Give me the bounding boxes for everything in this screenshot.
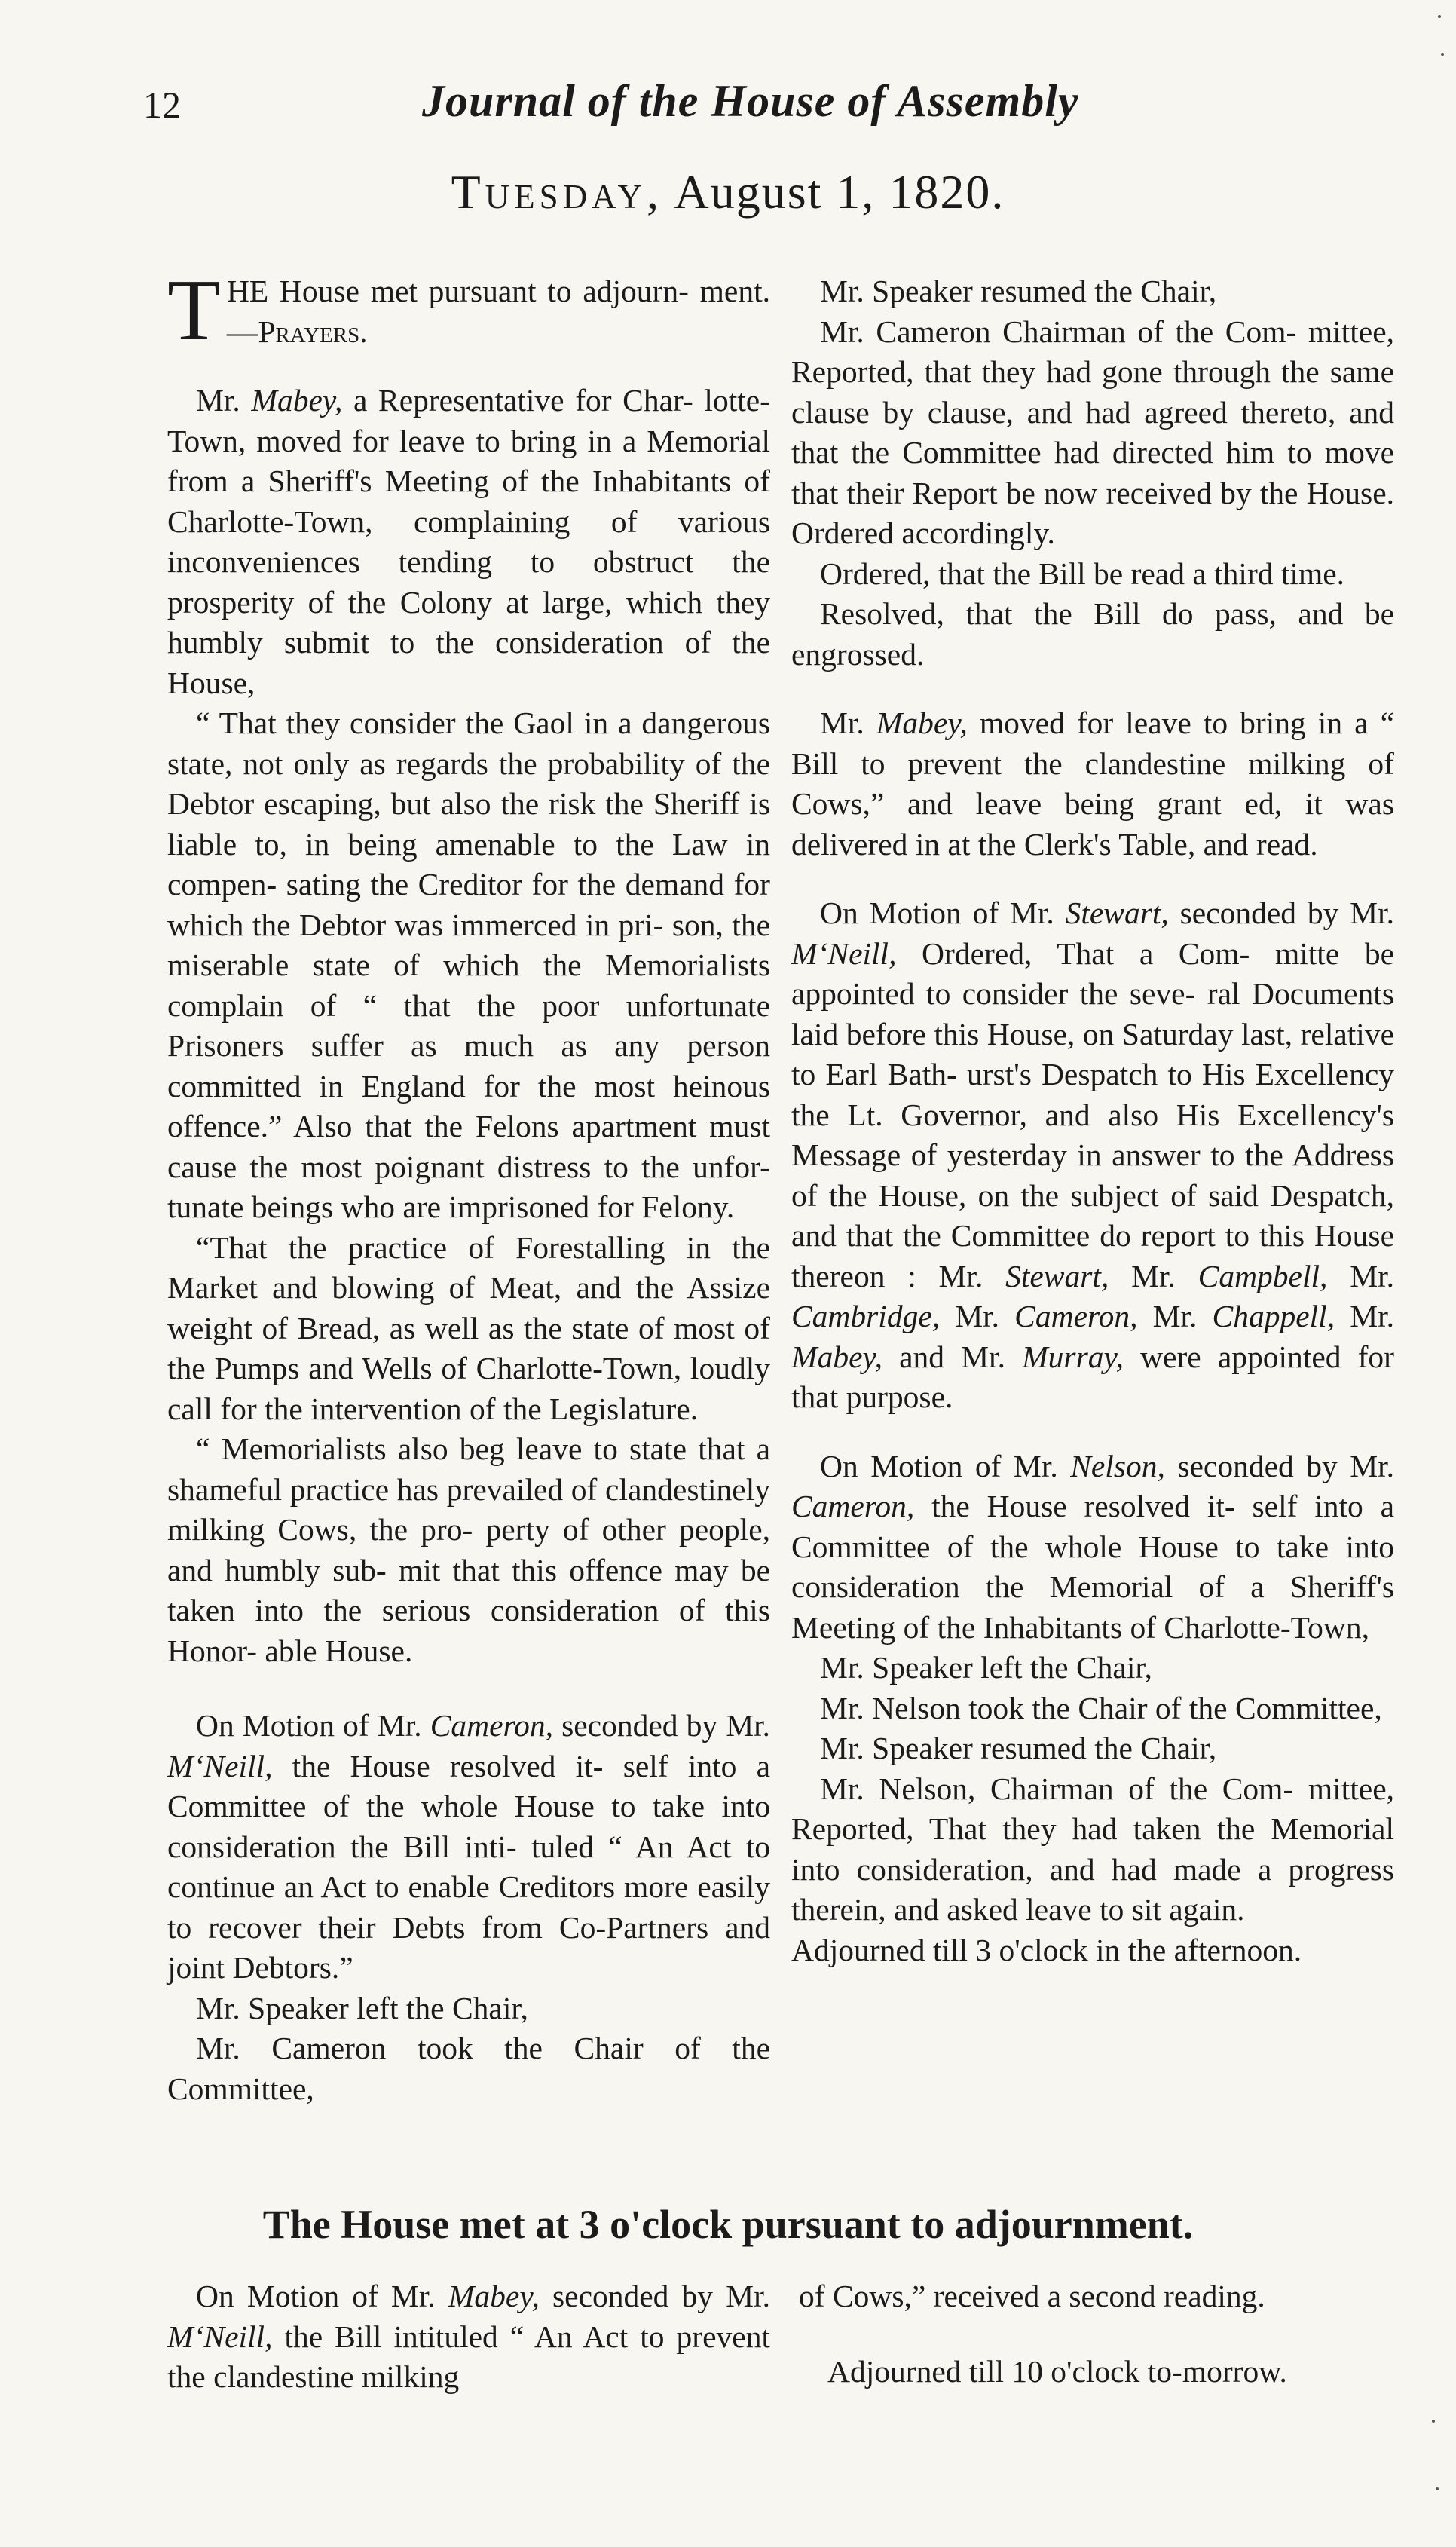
cameron-chair-line: Mr. Cameron took the Chair of the Committee, bbox=[167, 2031, 770, 2106]
left-column bbox=[167, 262, 770, 2109]
date-heading bbox=[0, 164, 1456, 220]
ink-speck bbox=[1432, 2420, 1435, 2423]
right-column bbox=[791, 271, 1394, 1970]
date-day: Tuesday, bbox=[451, 165, 664, 219]
cows-paragraph: “ Memorialists also beg leave to state that a shameful practice has prevailed of clandestinely milking Cows, the pro- perty of other people, and humbly sub- mit that this offence may be taken into the serious consideration of this Honor- able House. bbox=[167, 1431, 770, 1668]
gaol-paragraph: “ That they consider the Gaol in a dangerous state, not only as regards the probability of the Debtor escaping, but also the risk the Sheriff is liable to, in being amenable to the Law in compen- sating the Creditor for the demand for which the Debtor was immerced in pri- son, the miserable state of which the Memorialists complain of “ that the poor unfortunate Prisoners suffer as much as any person committed in England for the most heinous offence.” Also that the Felons apartment must cause the most poignant distress to the unfor- tunate beings who are imprisoned for Felony. bbox=[167, 706, 770, 1224]
speaker-resumed-line: Mr. Speaker resumed the Chair, bbox=[820, 274, 1217, 308]
ink-speck bbox=[1441, 53, 1444, 56]
speaker-left-line: Mr. Speaker left the Chair, bbox=[196, 1990, 528, 2025]
bottom-right-column bbox=[799, 2276, 1394, 2392]
afternoon-heading: The House met at 3 o'clock pursuant to adjournment. bbox=[262, 2202, 1194, 2247]
third-reading-line: Ordered, that the Bill be read a third time. bbox=[820, 556, 1345, 591]
running-head: Journal of the House of Assembly bbox=[422, 76, 1079, 126]
forestalling-paragraph: “That the practice of Forestalling in the Market and blowing of Meat, and the Assize weight of Bread, as well as the state of most of the Pumps and Wells of Charlotte-Town, loudly call for the intervention of the Legislature. bbox=[167, 1229, 770, 1426]
memorial-intro-paragraph: Mr. Mabey, a Representative for Char- lotte-Town, moved for leave to bring in a Memorial from a Sheriff's Meeting of the Inhabitants of Charlotte-Town, complaining of various inconveniences tending to obstruct the prosperity of the Colony at large, which they humbly submit to the consideration of the House, bbox=[167, 383, 770, 700]
speaker-left-line-2: Mr. Speaker left the Chair, bbox=[820, 1650, 1152, 1685]
page-number: 12 bbox=[143, 84, 181, 126]
member-name: Mabey, bbox=[251, 383, 343, 418]
ink-speck bbox=[1438, 15, 1441, 18]
nelson-chair-line: Mr. Nelson took the Chair of the Committee, bbox=[820, 1690, 1382, 1725]
second-reading-line: of Cows,” received a second reading. bbox=[799, 2279, 1265, 2313]
speaker-resumed-line-2: Mr. Speaker resumed the Chair, bbox=[820, 1731, 1217, 1765]
nelson-motion-paragraph: On Motion of Mr. Nelson, seconded by Mr. Cameron, the House resolved it- self into a Committee of the whole House to take into consideration the Memorial of a Sheriff's Meeting of the Inhabitants of Charlotte-Town, bbox=[791, 1448, 1394, 1645]
opening-paragraph: THE House met pursuant to adjourn- ment.—Prayers. bbox=[167, 262, 770, 359]
cameron-motion-paragraph: On Motion of Mr. Cameron, seconded by Mr. M‘Neill, the House resolved it- self into a Committee of the whole House to take into consideration the Bill inti- tuled “ An Act to continue an Act to enable Creditors more easily to recover their Debts from Co-Partners and joint Debtors.” bbox=[167, 1708, 770, 1985]
cameron-report-paragraph: Mr. Cameron Chairman of the Com- mittee, Reported, that they had gone through the same clause by clause, and had agreed thereto, and that the Committee had directed him to move that their Report be now received by the House. Ordered accordingly. bbox=[791, 314, 1394, 550]
adjourned-tomorrow-line: Adjourned till 10 o'clock to-morrow. bbox=[827, 2353, 1287, 2389]
mabey-bill-paragraph: Mr. Mabey, moved for leave to bring in a “ Bill to prevent the clandestine milking of Cows,” and leave being grant ed, it was delivered in at the Clerk's Table, and read. bbox=[791, 706, 1394, 862]
stewart-motion-paragraph: On Motion of Mr. Stewart, seconded by Mr. M‘Neill, Ordered, That a Com- mitte be appointed to consider the seve- ral Documents laid before this House, on Saturday last, relative to Earl Bath- urst's Despatch to His Excellency the Lt. Governor, and also His Excellency's Message of yesterday in answer to the Address of the House, on the subject of said Despatch, and that the Committee do report to this House thereon : Mr. Stewart, Mr. Campbell, Mr. Cambridge, Mr. Cameron, Mr. Chappell, Mr. Mabey, and Mr. Murray, were appointed for that purpose. bbox=[791, 895, 1395, 1414]
mabey-second-reading-paragraph: On Motion of Mr. Mabey, seconded by Mr. M‘Neill, the Bill intituled “ An Act to prevent the clandestine milking bbox=[167, 2279, 770, 2394]
drop-cap: T bbox=[167, 262, 221, 359]
ink-speck bbox=[1436, 2487, 1439, 2490]
bottom-left-column bbox=[167, 2276, 770, 2398]
nelson-report-paragraph: Mr. Nelson, Chairman of the Com- mittee, Reported, That they had taken the Memorial into consideration, and had made a progress therein, and asked leave to sit again. bbox=[791, 1771, 1394, 1927]
resolved-pass-line: Resolved, that the Bill do pass, and be engrossed. bbox=[791, 596, 1394, 672]
adjourned-afternoon-line: Adjourned till 3 o'clock in the afternoon. bbox=[791, 1932, 1302, 1967]
date-rest: August 1, 1820. bbox=[663, 165, 1005, 219]
